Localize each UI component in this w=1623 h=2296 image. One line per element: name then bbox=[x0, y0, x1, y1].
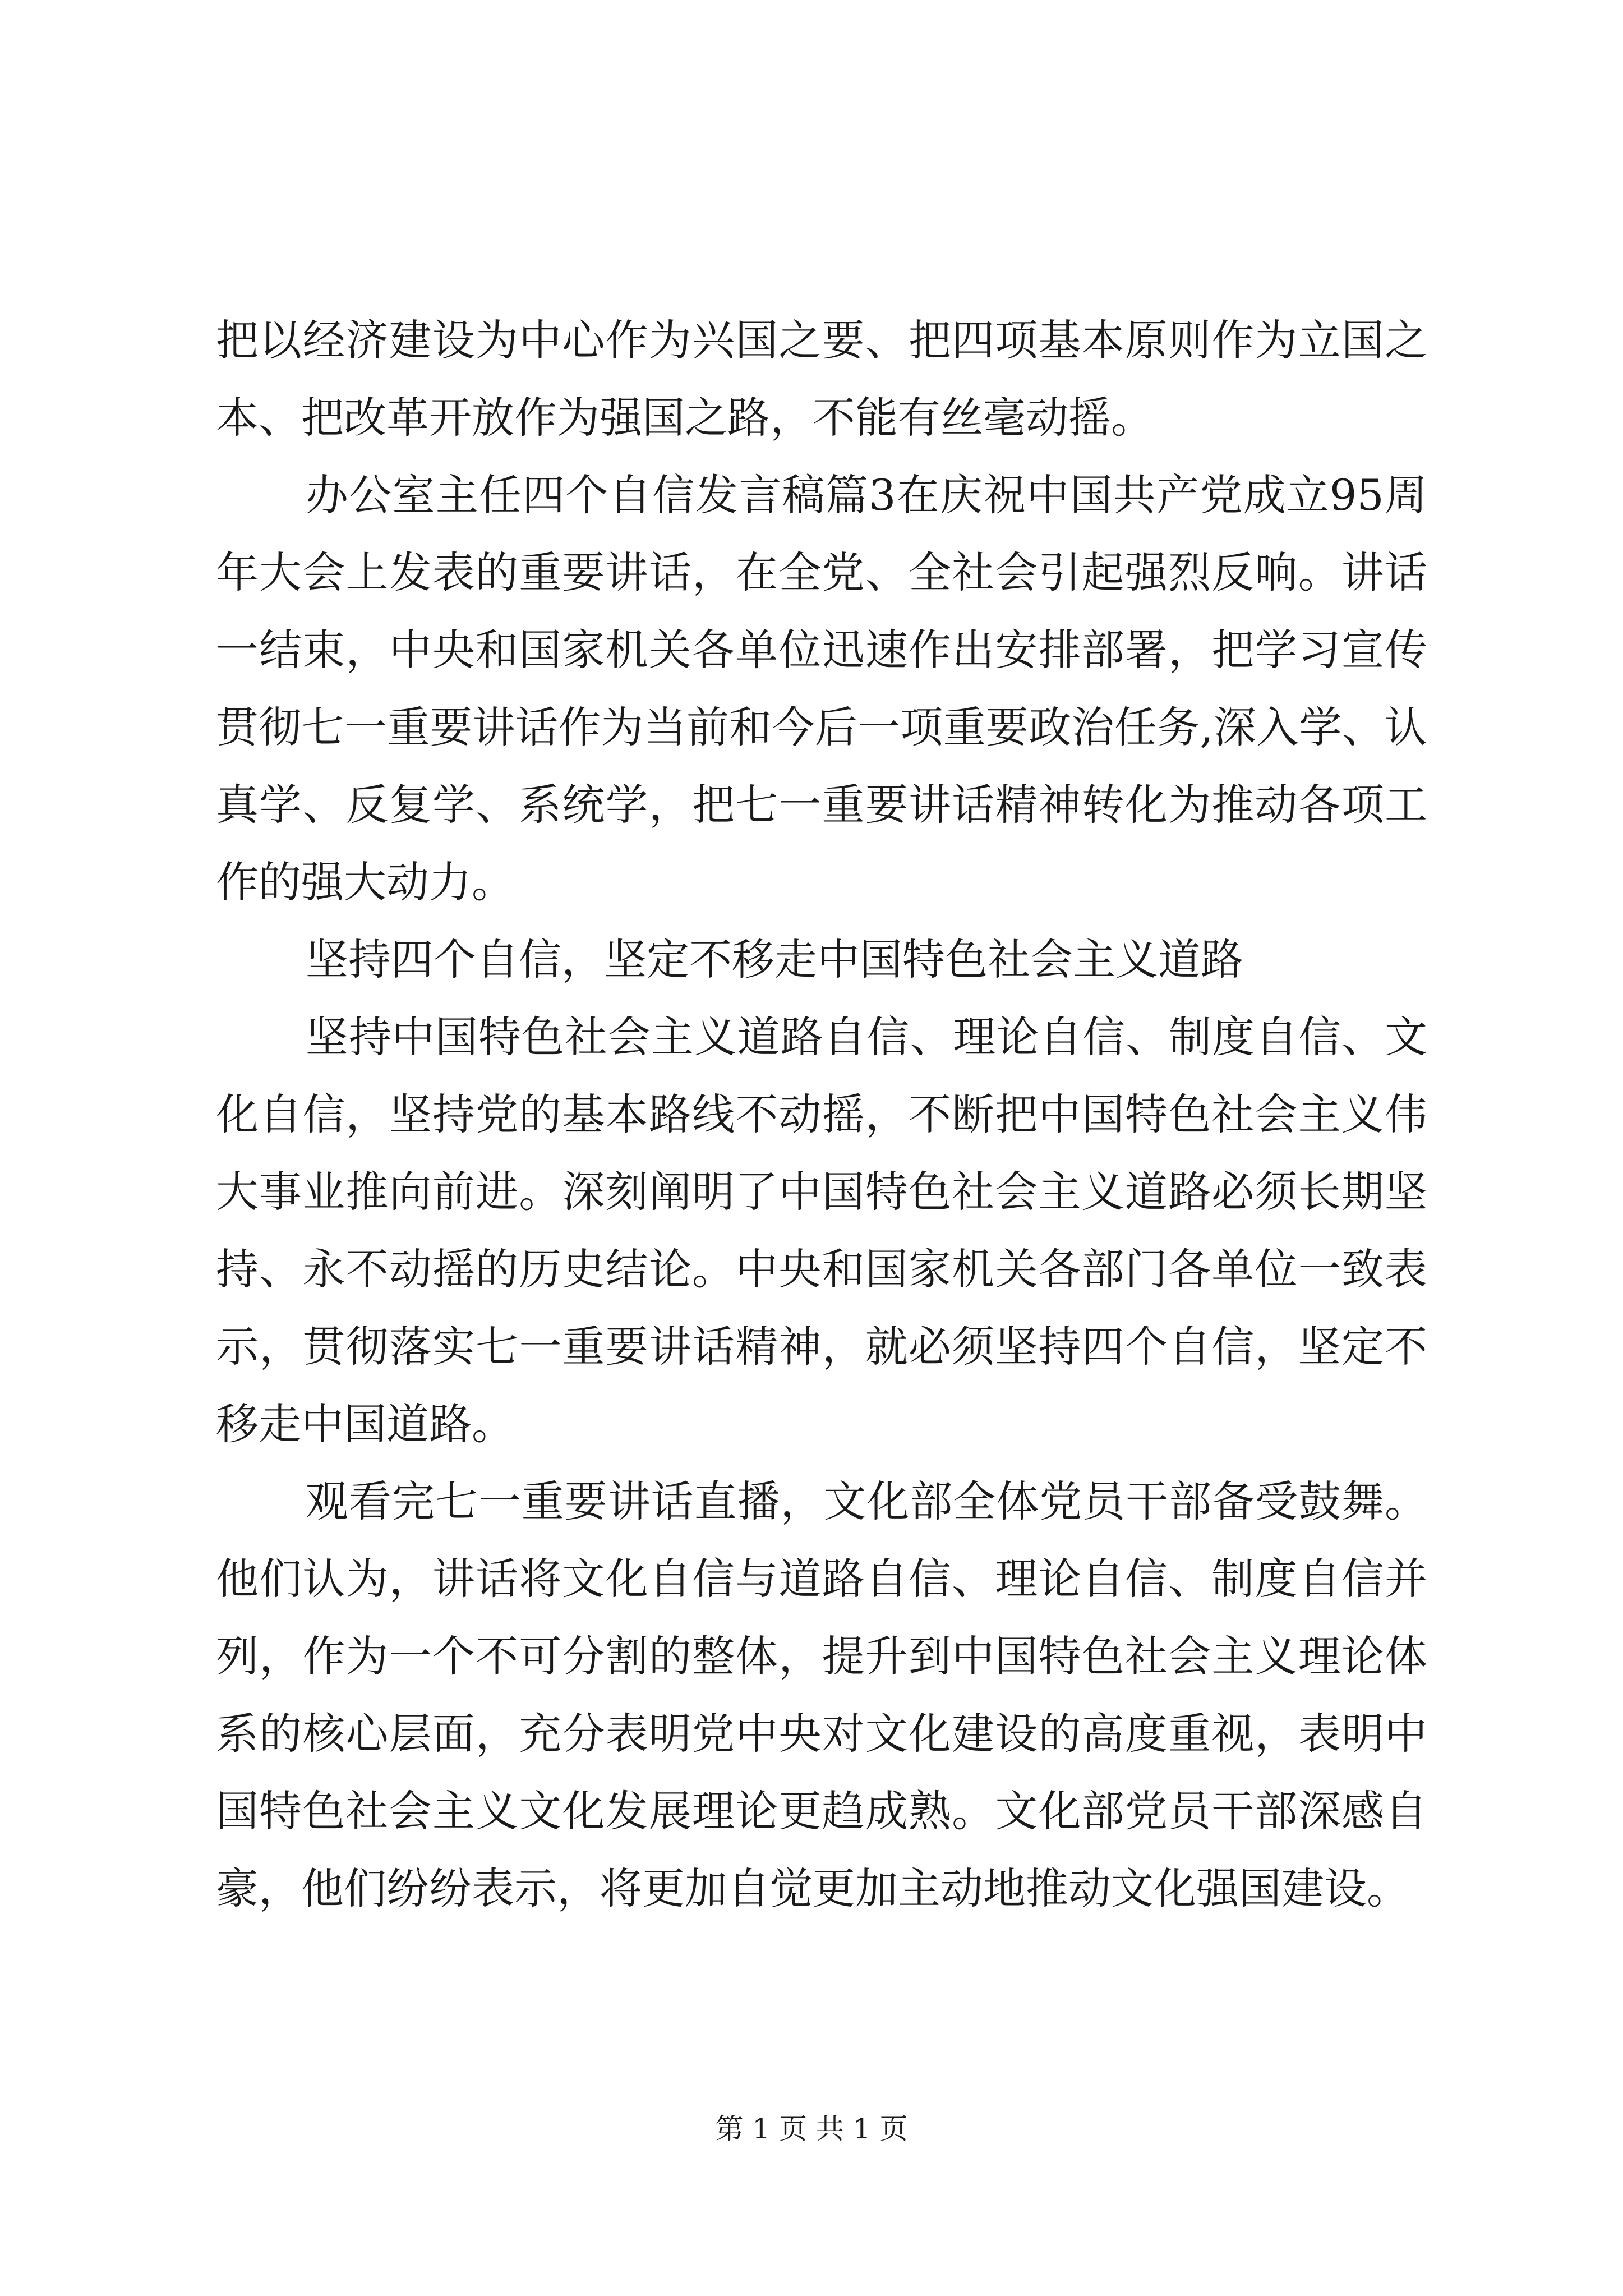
page-number-footer: 第 1 页 共 1 页 bbox=[715, 2113, 908, 2145]
paragraph-3: 坚持中国特色社会主义道路自信、理论自信、制度自信、文化自信，坚持党的基本路线不动摇，不断把中国特色社会主义伟大事业推向前进。深刻阐明了中国特色社会主义道路必须长期坚持、永不动摇的历史结论。中央和国家机关各部门各单位一致表示，贯彻落实七一重要讲话精神，就必须坚持四个自信，坚定不移走中国道路。 bbox=[216, 1012, 1427, 1449]
section-heading: 坚持四个自信，坚定不移走中国特色社会主义道路 bbox=[306, 935, 1243, 984]
paragraph-2: 办公室主任四个自信发言稿篇3在庆祝中国共产党成立95周年大会上发表的重要讲话，在全党、全社会引起强烈反响。讲话一结束，中央和国家机关各单位迅速作出安排部署，把学习宣传贯彻七一重要讲话作为当前和今后一项重要政治任务,深入学、认真学、反复学、系统学，把七一重要讲话精神转化为推动各项工作的强大动力。 bbox=[216, 470, 1427, 907]
document-body bbox=[216, 302, 1427, 1927]
paragraph-4: 观看完七一重要讲话直播，文化部全体党员干部备受鼓舞。他们认为，讲话将文化自信与道路自信、理论自信、制度自信并列，作为一个不可分割的整体，提升到中国特色社会主义理论体系的核心层面，充分表明党中央对文化建设的高度重视，表明中国特色社会主义文化发展理论更趋成熟。文化部党员干部深感自豪，他们纷纷表示，将更加自觉更加主动地推动文化强国建设。 bbox=[216, 1476, 1427, 1913]
paragraph-1: 把以经济建设为中心作为兴国之要、把四项基本原则作为立国之本、把改革开放作为强国之路，不能有丝毫动摇。 bbox=[216, 315, 1427, 443]
